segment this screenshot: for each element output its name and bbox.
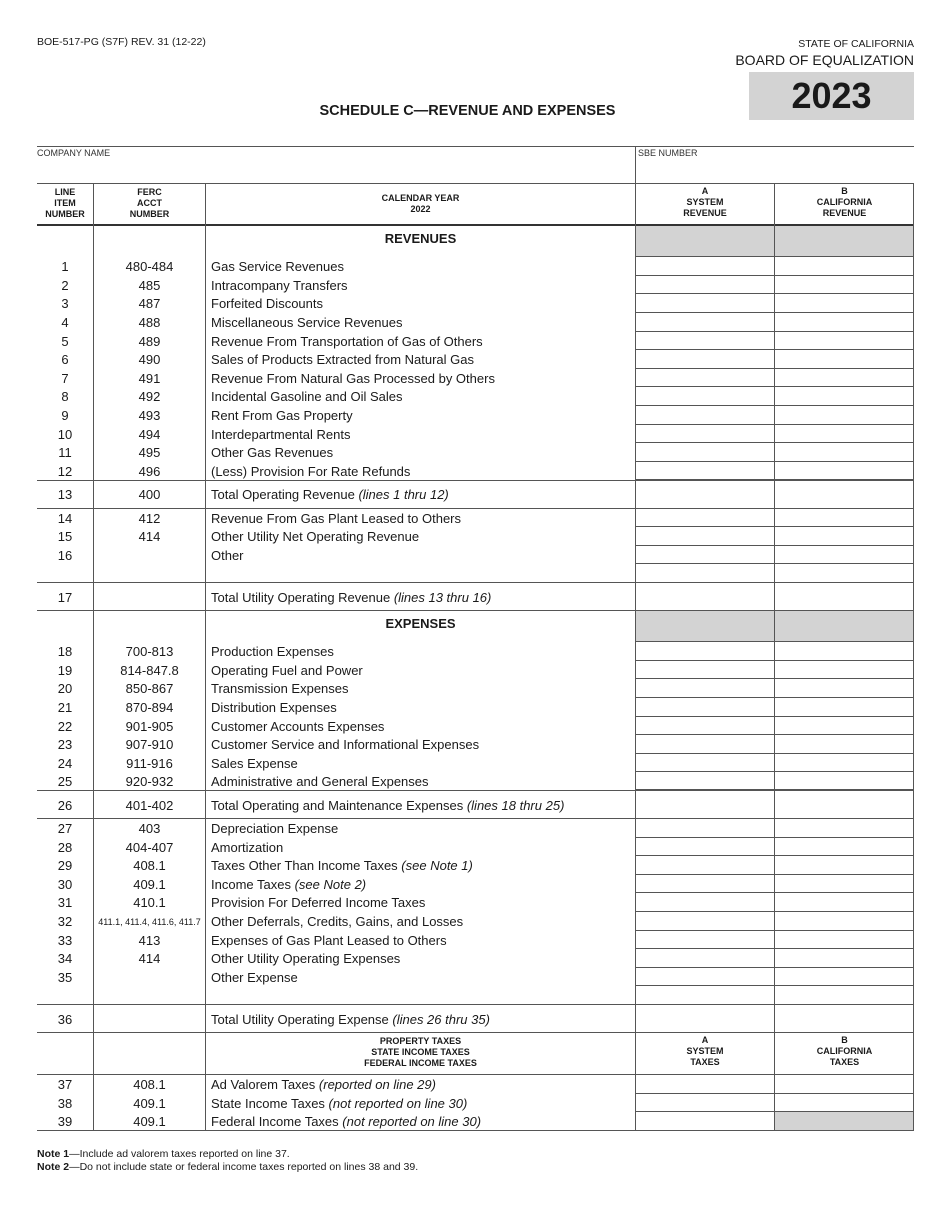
expenses-section-title: EXPENSES — [385, 616, 456, 631]
tax-header-california: CALIFORNIA — [816, 1046, 873, 1056]
row-description — [211, 445, 333, 460]
year-badge: 2023 — [749, 72, 914, 120]
line-number: 39 — [57, 1114, 73, 1129]
row-description-text: Other Expense — [211, 970, 298, 985]
amount-cell-rule — [636, 967, 913, 968]
header-item: ITEM — [54, 198, 76, 208]
revenues-section-title: REVENUES — [384, 231, 457, 246]
header-california: CALIFORNIA — [816, 197, 873, 207]
row-description — [211, 877, 366, 892]
header-top-rule — [37, 183, 914, 184]
row-description-text: Interdepartmental Rents — [211, 427, 351, 442]
row-description-text: Rent From Gas Property — [211, 408, 353, 423]
revenues-shade-a — [636, 226, 774, 256]
ferc-acct: 911-916 — [126, 756, 173, 771]
row-description-text: Distribution Expenses — [211, 700, 337, 715]
note-2-label: Note 2 — [37, 1161, 70, 1173]
row-description-text: Forfeited Discounts — [211, 296, 323, 311]
ferc-acct: 700-813 — [125, 644, 174, 659]
row-description-text: Revenue From Natural Gas Processed by Others — [211, 371, 495, 386]
ferc-acct: 403 — [138, 821, 161, 836]
row-description — [211, 970, 298, 985]
amount-cell-rule — [636, 716, 913, 717]
row-description-text: Administrative and General Expenses — [211, 774, 429, 789]
ferc-acct: 408.1 — [133, 858, 166, 873]
row-description — [211, 798, 564, 813]
line-number: 1 — [61, 259, 69, 274]
line-number: 25 — [57, 774, 73, 789]
row-description — [211, 389, 403, 404]
row-description — [211, 840, 283, 855]
row-description — [211, 548, 244, 563]
ferc-acct: 490 — [138, 352, 161, 367]
amount-cell-rule — [636, 563, 913, 564]
header-ferc: FERC — [137, 187, 162, 197]
row-description-note: (lines 26 thru 35) — [392, 1012, 490, 1027]
row-description-text: Ad Valorem Taxes — [211, 1077, 319, 1092]
header-calendar-value: 2022 — [410, 204, 431, 214]
header-system: SYSTEM — [686, 197, 724, 207]
amount-cell-rule — [636, 753, 913, 754]
section-rule — [37, 508, 914, 509]
line-number: 7 — [61, 371, 69, 386]
line-number: 22 — [57, 719, 73, 734]
header-b: B — [841, 186, 848, 196]
row-description — [211, 914, 463, 929]
ferc-acct: 409.1 — [133, 1114, 166, 1129]
note-2-text: —Do not include state or federal income taxes reported on lines 38 and 39. — [69, 1161, 419, 1173]
section-rule — [37, 610, 914, 611]
row-description — [211, 951, 400, 966]
amount-cell-rule — [636, 424, 913, 425]
row-description — [211, 408, 353, 423]
amount-cell-rule — [636, 349, 913, 350]
header-a: A — [701, 186, 709, 196]
note-1-label: Note 1 — [37, 1148, 70, 1160]
header-property-taxes: PROPERTY TAXES — [379, 1036, 462, 1046]
line-number: 19 — [57, 663, 73, 678]
section-rule — [37, 582, 914, 583]
header-state-income-taxes: STATE INCOME TAXES — [371, 1047, 470, 1057]
col-b-header — [775, 186, 914, 219]
header-federal-income-taxes: FEDERAL INCOME TAXES — [364, 1058, 477, 1068]
ferc-acct: 495 — [138, 445, 161, 460]
row-description-text: Sales Expense — [211, 756, 298, 771]
company-name-field[interactable] — [37, 160, 634, 183]
ferc-acct: 491 — [138, 371, 161, 386]
line-number: 2 — [61, 278, 69, 293]
ferc-acct: 907-910 — [125, 737, 174, 752]
amount-cell-rule — [636, 911, 913, 912]
row-description — [211, 821, 338, 836]
right-border — [913, 184, 914, 1131]
row-description-text: Other Utility Operating Expenses — [211, 951, 401, 966]
ferc-acct: 411.1, 411.4, 411.6, 411.7 — [98, 917, 201, 927]
header-acct: ACCT — [137, 198, 162, 208]
line-number: 23 — [57, 737, 73, 752]
row-description-note: (not reported on line 30) — [328, 1096, 468, 1111]
row-description-text: Expenses of Gas Plant Leased to Others — [211, 933, 447, 948]
row-description-text: Total Utility Operating Expense — [211, 1012, 393, 1027]
row-description-text: Gas Service Revenues — [211, 259, 344, 274]
line-number: 37 — [57, 1077, 73, 1092]
calendar-year-header — [206, 193, 635, 215]
col-a-header — [636, 186, 774, 219]
ferc-acct: 413 — [138, 933, 161, 948]
federal-tax-shade-b — [775, 1112, 913, 1130]
row-description — [211, 1114, 481, 1129]
desc-col-divider — [635, 184, 636, 1131]
row-description — [211, 681, 349, 696]
ferc-acct: 412 — [138, 511, 161, 526]
ferc-header — [94, 187, 205, 220]
row-description-text: Other Gas Revenues — [211, 445, 334, 460]
row-description-note: (not reported on line 30) — [342, 1114, 482, 1129]
header-calendar-year: CALENDAR YEAR — [381, 193, 460, 203]
form-number: BOE-517-PG (S7F) REV. 31 (12-22) — [37, 36, 206, 48]
amount-cell-rule — [636, 331, 913, 332]
amount-cell-rule — [636, 1111, 913, 1112]
note-1-text: —Include ad valorem taxes reported on line 37. — [69, 1148, 290, 1160]
row-description — [211, 511, 461, 526]
line-number: 11 — [58, 445, 72, 460]
amount-cell-rule — [636, 442, 913, 443]
line-number: 18 — [57, 644, 73, 659]
amount-cell-rule — [636, 461, 913, 462]
row-description-text: Provision For Deferred Income Taxes — [211, 895, 426, 910]
ferc-acct: 494 — [138, 427, 161, 442]
line-number: 15 — [57, 529, 73, 544]
ferc-col-divider — [205, 184, 206, 1131]
row-description-text: Incidental Gasoline and Oil Sales — [211, 389, 403, 404]
ferc-acct: 414 — [138, 529, 161, 544]
row-description-text: Sales of Products Extracted from Natural Gas — [211, 352, 474, 367]
ferc-acct: 920-932 — [125, 774, 174, 789]
row-description — [211, 590, 491, 605]
amount-cell-rule — [636, 405, 913, 406]
ferc-acct: 487 — [138, 296, 161, 311]
row-description-text: Transmission Expenses — [211, 681, 349, 696]
section-rule — [37, 1074, 914, 1075]
line-number: 31 — [57, 895, 73, 910]
row-description-text: Other Utility Net Operating Revenue — [211, 529, 420, 544]
ferc-acct: 480-484 — [125, 259, 174, 274]
amount-cell-rule — [636, 892, 913, 893]
row-description-text: Customer Accounts Expenses — [211, 719, 385, 734]
ferc-acct: 489 — [138, 334, 161, 349]
line-number: 34 — [57, 951, 73, 966]
row-description-text: Revenue From Gas Plant Leased to Others — [211, 511, 462, 526]
header-ferc-number: NUMBER — [129, 209, 170, 219]
amount-cell-rule — [636, 930, 913, 931]
row-description — [211, 427, 350, 442]
ferc-acct: 870-894 — [125, 700, 174, 715]
note-1 — [37, 1148, 290, 1160]
ferc-acct: 400 — [138, 487, 161, 502]
amount-cell-rule — [636, 874, 913, 875]
amount-cell-rule — [636, 855, 913, 856]
row-description — [211, 259, 344, 274]
line-number: 24 — [57, 756, 73, 771]
row-description — [211, 1096, 467, 1111]
line-number: 9 — [61, 408, 69, 423]
line-number: 33 — [57, 933, 73, 948]
page-title: SCHEDULE C—REVENUE AND EXPENSES — [319, 103, 616, 119]
ferc-acct: 492 — [138, 389, 161, 404]
row-description — [211, 895, 425, 910]
amount-cell-rule — [636, 771, 913, 772]
ferc-acct: 485 — [138, 278, 161, 293]
line-number: 16 — [57, 548, 73, 563]
ferc-acct: 404-407 — [125, 840, 174, 855]
ferc-acct: 414 — [138, 951, 161, 966]
ferc-acct: 409.1 — [133, 1096, 166, 1111]
sbe-number-field[interactable] — [636, 160, 914, 183]
amount-cell-rule — [636, 697, 913, 698]
row-description-text: State Income Taxes — [211, 1096, 329, 1111]
section-rule — [37, 480, 914, 481]
note-2 — [37, 1161, 418, 1173]
tax-header-system-taxes: TAXES — [690, 1057, 720, 1067]
expenses-shade-a — [636, 611, 774, 641]
amount-cell-rule — [636, 256, 913, 257]
section-rule — [37, 790, 914, 791]
line-number: 20 — [57, 681, 73, 696]
company-name-label: COMPANY NAME — [37, 148, 111, 158]
row-description-text: Miscellaneous Service Revenues — [211, 315, 403, 330]
amount-cell-rule — [636, 1093, 913, 1094]
row-description-text: Other Deferrals, Credits, Gains, and Losses — [211, 914, 464, 929]
ferc-acct: 409.1 — [133, 877, 166, 892]
ab-col-divider — [774, 184, 775, 1131]
header-california-revenue: REVENUE — [822, 208, 867, 218]
amount-cell-rule — [636, 386, 913, 387]
line-number: 6 — [61, 352, 69, 367]
row-description-text: Taxes Other Than Income Taxes — [211, 858, 402, 873]
ferc-acct: 496 — [138, 464, 161, 479]
row-description-text: Other — [211, 548, 244, 563]
row-description-text: Total Operating and Maintenance Expenses — [211, 798, 467, 813]
row-description — [211, 529, 419, 544]
row-description-text: Amortization — [211, 840, 284, 855]
row-description-text: Operating Fuel and Power — [211, 663, 363, 678]
section-rule — [37, 1032, 914, 1033]
expenses-shade-b — [775, 611, 913, 641]
line-number: 36 — [57, 1012, 73, 1027]
row-description-note: (lines 18 thru 25) — [466, 798, 565, 813]
section-rule — [37, 818, 914, 819]
tax-header-a: A — [701, 1035, 709, 1045]
row-description — [211, 371, 495, 386]
tax-header-california-taxes: TAXES — [829, 1057, 860, 1067]
row-description — [211, 487, 449, 502]
line-number: 8 — [61, 389, 69, 404]
line-number: 29 — [57, 858, 73, 873]
line-number: 12 — [57, 464, 73, 479]
row-description-note: (lines 1 thru 12) — [358, 487, 449, 502]
tax-col-b-header — [775, 1035, 914, 1068]
tax-header-system: SYSTEM — [686, 1046, 724, 1056]
amount-cell-rule — [636, 948, 913, 949]
row-description — [211, 352, 474, 367]
tax-desc-header — [206, 1036, 635, 1069]
line-number: 28 — [57, 840, 73, 855]
row-description — [211, 719, 384, 734]
row-description — [211, 644, 334, 659]
row-description-text: Revenue From Transportation of Gas of Others — [211, 334, 483, 349]
row-description-text: Intracompany Transfers — [211, 278, 348, 293]
ferc-acct: 401-402 — [125, 798, 174, 813]
amount-cell-rule — [636, 660, 913, 661]
header-line: LINE — [54, 187, 76, 197]
ferc-acct: 408.1 — [133, 1077, 166, 1092]
row-description-text: (Less) Provision For Rate Refunds — [211, 464, 411, 479]
row-description-text: Total Operating Revenue — [211, 487, 359, 502]
line-item-header — [37, 187, 93, 220]
amount-cell-rule — [636, 641, 913, 642]
row-description — [211, 663, 363, 678]
row-description-text: Total Utility Operating Revenue — [211, 590, 394, 605]
amount-cell-rule — [636, 837, 913, 838]
amount-cell-rule — [636, 293, 913, 294]
row-description — [211, 756, 298, 771]
row-description — [211, 774, 429, 789]
row-description-text: Customer Service and Informational Expenses — [211, 737, 480, 752]
row-description-text: Federal Income Taxes — [211, 1114, 343, 1129]
amount-cell-rule — [636, 545, 913, 546]
top-rule — [37, 146, 914, 147]
line-number: 3 — [61, 296, 69, 311]
row-description — [211, 933, 447, 948]
amount-cell-rule — [636, 678, 913, 679]
line-number: 10 — [57, 427, 73, 442]
section-rule — [37, 1130, 914, 1131]
row-description — [211, 296, 323, 311]
row-description — [211, 700, 337, 715]
row-description — [211, 278, 348, 293]
ferc-acct: 850-867 — [125, 681, 174, 696]
row-description — [211, 737, 479, 752]
state-label: STATE OF CALIFORNIA — [798, 38, 914, 50]
ferc-acct: 410.1 — [133, 895, 166, 910]
amount-cell-rule — [636, 734, 913, 735]
row-description-note: (reported on line 29) — [318, 1077, 436, 1092]
board-label: BOARD OF EQUALIZATION — [735, 52, 914, 68]
line-number: 4 — [61, 315, 69, 330]
row-description-text: Production Expenses — [211, 644, 334, 659]
ferc-acct: 901-905 — [125, 719, 174, 734]
row-description — [211, 858, 473, 873]
line-number: 30 — [57, 877, 73, 892]
row-description-note: (see Note 2) — [294, 877, 367, 892]
line-number: 13 — [57, 487, 73, 502]
row-description-note: (lines 13 thru 16) — [393, 590, 492, 605]
row-description-text: Income Taxes — [211, 877, 295, 892]
line-number: 32 — [57, 914, 73, 929]
amount-cell-rule — [636, 526, 913, 527]
sbe-number-label: SBE NUMBER — [638, 148, 698, 158]
ferc-acct: 814-847.8 — [120, 663, 179, 678]
amount-cell-rule — [636, 275, 913, 276]
ferc-acct: 493 — [138, 408, 161, 423]
row-description — [211, 315, 402, 330]
line-number: 35 — [57, 970, 73, 985]
row-description — [211, 334, 483, 349]
revenues-shade-b — [775, 226, 913, 256]
line-number: 27 — [57, 821, 73, 836]
header-system-revenue: REVENUE — [683, 208, 727, 218]
amount-cell-rule — [636, 368, 913, 369]
tax-col-a-header — [636, 1035, 774, 1068]
amount-cell-rule — [636, 312, 913, 313]
line-number: 14 — [57, 511, 73, 526]
line-number: 38 — [57, 1096, 73, 1111]
amount-cell-rule — [636, 985, 913, 986]
tax-header-b: B — [841, 1035, 848, 1045]
blank-rule — [37, 564, 93, 565]
row-description — [211, 1077, 436, 1092]
row-description — [211, 464, 410, 479]
row-description-note: (see Note 1) — [401, 858, 473, 873]
header-number: NUMBER — [45, 209, 85, 219]
row-description — [211, 1012, 490, 1027]
line-number: 26 — [57, 798, 73, 813]
row-description-text: Depreciation Expense — [211, 821, 339, 836]
section-rule — [37, 1004, 914, 1005]
line-number: 21 — [57, 700, 73, 715]
line-number: 17 — [57, 590, 73, 605]
ferc-acct: 488 — [138, 315, 161, 330]
line-number: 5 — [61, 334, 69, 349]
